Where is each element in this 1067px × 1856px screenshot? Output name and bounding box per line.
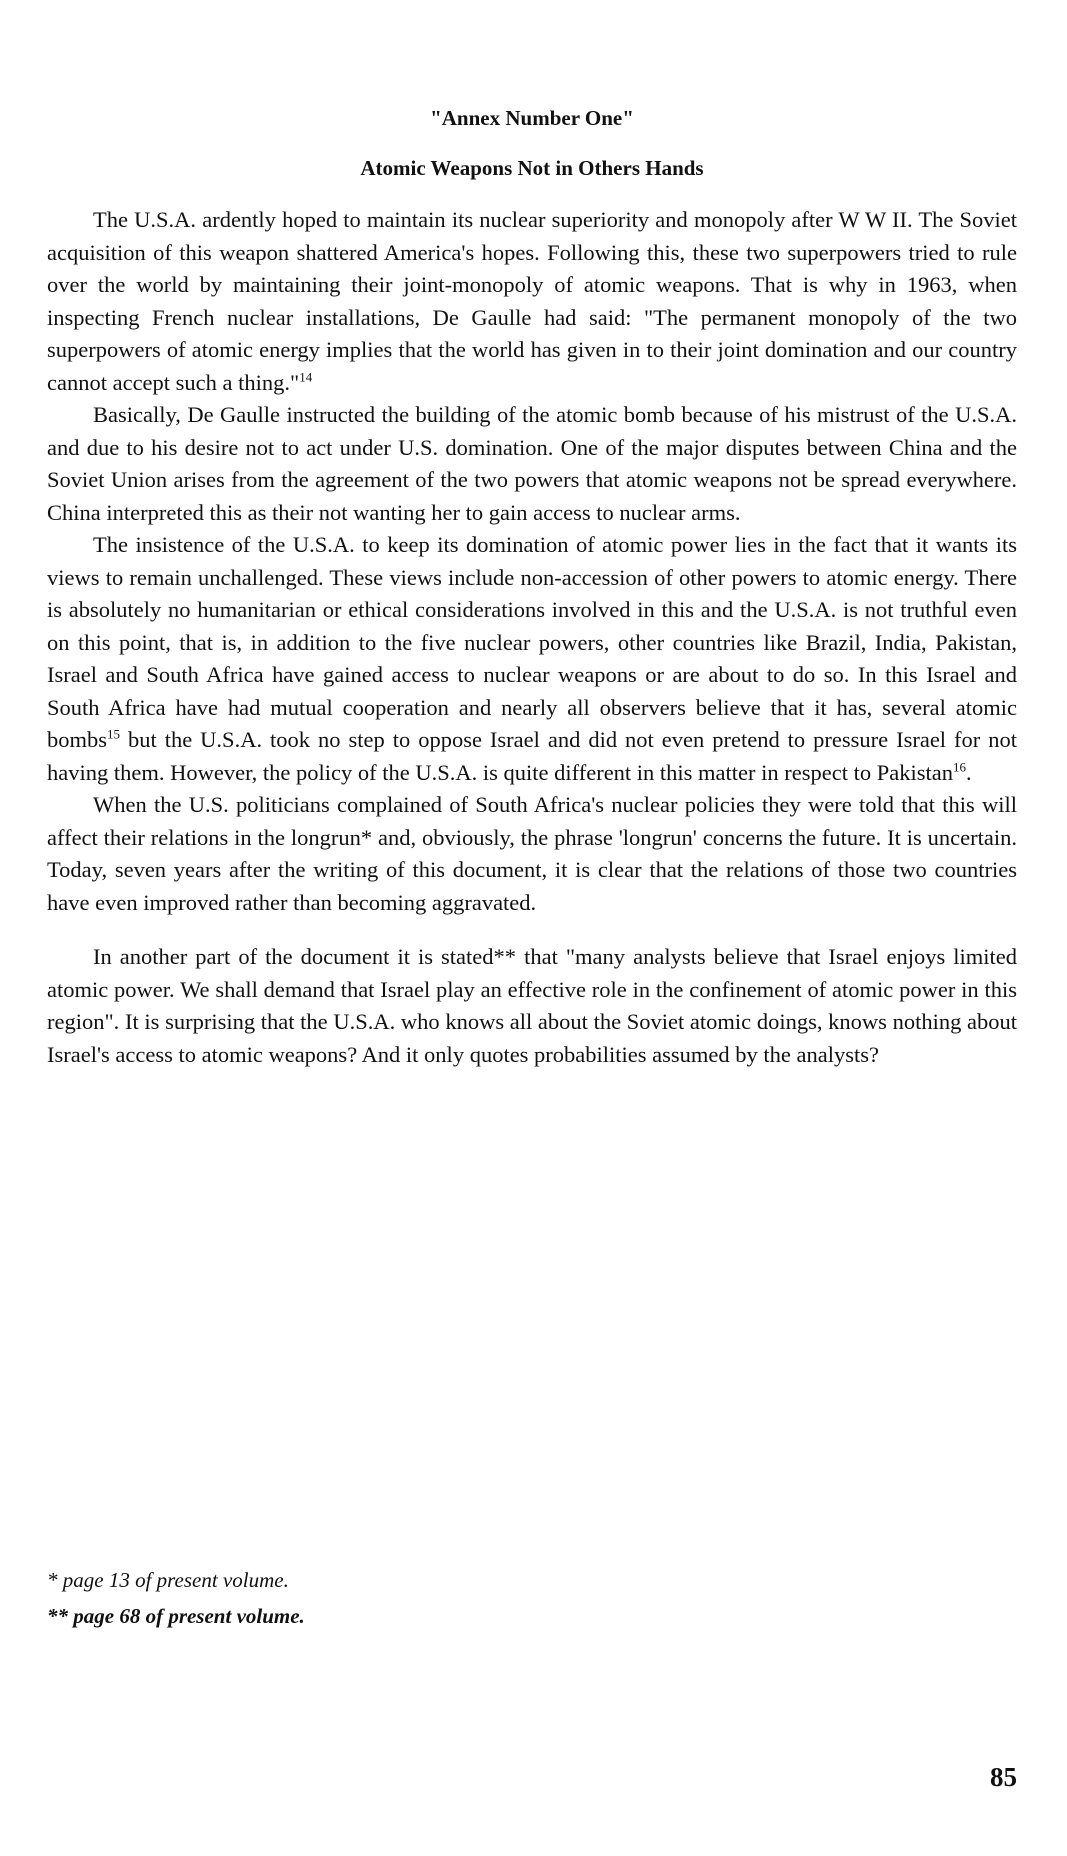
- page-title: "Annex Number One": [430, 106, 634, 130]
- paragraph-3: [47, 529, 1017, 789]
- footnote-ref-14: 14: [299, 369, 313, 384]
- paragraph-2: [47, 399, 1017, 529]
- page-number: 85: [990, 1762, 1017, 1792]
- footnote-ref-16: 16: [953, 759, 966, 774]
- paragraph-3-text: The insistence of the U.S.A. to keep its domination of atomic power lies in the fact that it wants its views to remain unchallenged. These views include non-accession of other powers to atomic energy. There is absolutely no humanitarian or ethical considerations involved in this and the U.S.A. is not truthful even on this point, that is, in addition to the five nuclear powers, other countries like Brazil, India, Pakistan, Israel and South Africa have gained access to nuclear weapons or are about to do so. In this Israel and South Africa have had mutual cooperation and nearly all observers believe that it has, several atomic bombs: [47, 532, 1017, 752]
- footnote-2: ** page 68 of present volume.: [47, 1604, 305, 1628]
- page-subtitle: Atomic Weapons Not in Others Hands: [360, 156, 704, 180]
- footnotes: [47, 1562, 305, 1634]
- footnote-ref-15: 15: [107, 726, 121, 742]
- paragraph-5-text: In another part of the document it is stated** that "many analysts believe that Israel enjoys limited atomic power. We shall demand that Israel play an effective role in the confinement of atomic power in this region". It is surprising that the U.S.A. who knows all about the Soviet atomic doings, knows nothing about Israel's access to atomic weapons? And it only quotes probabilities assumed by the analysts?: [47, 944, 1017, 1067]
- paragraph-2-text: Basically, De Gaulle instructed the building of the atomic bomb because of his mistrust of the U.S.A. and due to his desire not to act under U.S. domination. One of the major disputes between China and the Soviet Union arises from the agreement of the two powers that atomic weapons not be spread everywhere. China interpreted this as their not wanting her to gain access to nuclear arms.: [47, 402, 1017, 525]
- paragraph-5: [47, 941, 1017, 1071]
- paragraph-1: [47, 204, 1017, 399]
- footnote-1: * page 13 of present volume.: [47, 1568, 289, 1592]
- document-page: [47, 0, 1017, 1856]
- paragraph-1-text: The U.S.A. ardently hoped to maintain its nuclear superiority and monopoly after W W II. The Soviet acquisition of this weapon shattered America's hopes. Following this, these two superpowers tried to rule over the world by maintaining their joint-monopoly of atomic weapons. That is why in 1963, when inspecting French nuclear installations, De Gaulle had said: "The permanent monopoly of the two superpowers of atomic energy implies that the world has given in to their joint domination and our country cannot accept such a thing.": [47, 207, 1017, 395]
- paragraph-3-end: .: [966, 759, 972, 785]
- paragraph-4: [47, 789, 1017, 919]
- paragraph-3-tail: but the U.S.A. took no step to oppose Israel and did not even pretend to pressure Israel for not having them. However, the policy of the U.S.A. is quite different in this matter in respect to Pakistan: [47, 727, 1017, 785]
- paragraph-4-text: When the U.S. politicians complained of South Africa's nuclear policies they were told that this will affect their relations in the longrun* and, obviously, the phrase 'longrun' concerns the future. It is uncertain. Today, seven years after the writing of this document, it is clear that the relations of those two countries have even improved rather than becoming aggravated.: [47, 792, 1017, 915]
- body-text: [47, 204, 1017, 1071]
